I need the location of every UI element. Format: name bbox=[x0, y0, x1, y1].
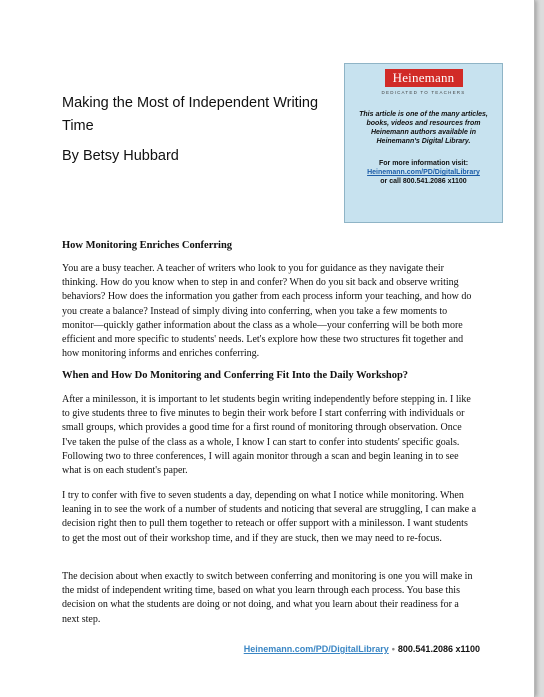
digital-library-promo-box bbox=[344, 63, 503, 223]
heinemann-logo: Heinemann bbox=[385, 69, 463, 87]
promo-more-info: For more information visit: bbox=[378, 160, 469, 167]
promo-library-link[interactable]: Heinemann.com/PD/DigitalLibrary bbox=[367, 169, 480, 176]
body-paragraph: The decision about when exactly to switch between conferring and monitoring is one you will make in the midst of independent writing time, based on what you learn through each process. You base this decision on what the students are doing or not doing, and what you learn about their readiness for a next step. bbox=[62, 571, 473, 625]
footer-phone: 800.541.2086 x1100 bbox=[397, 644, 480, 654]
body-paragraph: I try to confer with five to seven students a day, depending on what I notice while monitoring. When leaning in to see the work of a number of students and noticing that several are struggling, I can make a decision right then to pull them together to reteach or offer support with a minilesson. I want students to get the most out of their workshop time, and if they are stuck, then we may need to re-focus. bbox=[62, 490, 477, 544]
article-byline: By Betsy Hubbard bbox=[62, 148, 179, 164]
footer-library-link[interactable]: Heinemann.com/PD/DigitalLibrary bbox=[243, 644, 389, 654]
body-paragraph: After a minilesson, it is important to let students begin writing independently before stepping in. I like to give students three to five minutes to begin their work before I start conferring with individuals or small groups, which provides a good time for a first round of monitoring through observation. Once I've taken the pulse of the class as a whole, I know I can start to confer into students' specific goals. Following two to three conferences, I will again monitor through a scan and begin leaning in to see what is on each student's paper. bbox=[62, 394, 471, 477]
article-title: Making the Most of Independent Writing Time bbox=[62, 95, 319, 134]
section-heading: When and How Do Monitoring and Conferring Fit Into the Daily Workshop? bbox=[62, 370, 409, 381]
body-paragraph: You are a busy teacher. A teacher of writers who look to you for guidance as they navigate their thinking. How do you know when to step in and confer? When do you sit back and observe writing behaviors? How does the information you gather from each process inform your teaching, and how do you create a balance? Instead of simply diving into conferring, when you take a few moments to monitor—quickly gather information about the class as a whole—your conferring will be both more efficient and more specific to students' needs. Let's explore how these two structures fit together and how monitoring informs and enriches conferring. bbox=[62, 263, 472, 360]
promo-description: This article is one of the many articles, books, videos and resources from Heinemann authors available in Heinemann's Digital Library. bbox=[359, 111, 488, 145]
section-heading: How Monitoring Enriches Conferring bbox=[62, 240, 233, 251]
logo-tagline: DEDICATED TO TEACHERS bbox=[381, 90, 466, 95]
page-footer bbox=[242, 644, 480, 654]
promo-phone: or call 800.541.2086 x1100 bbox=[380, 178, 467, 185]
footer-separator: • bbox=[391, 644, 395, 654]
